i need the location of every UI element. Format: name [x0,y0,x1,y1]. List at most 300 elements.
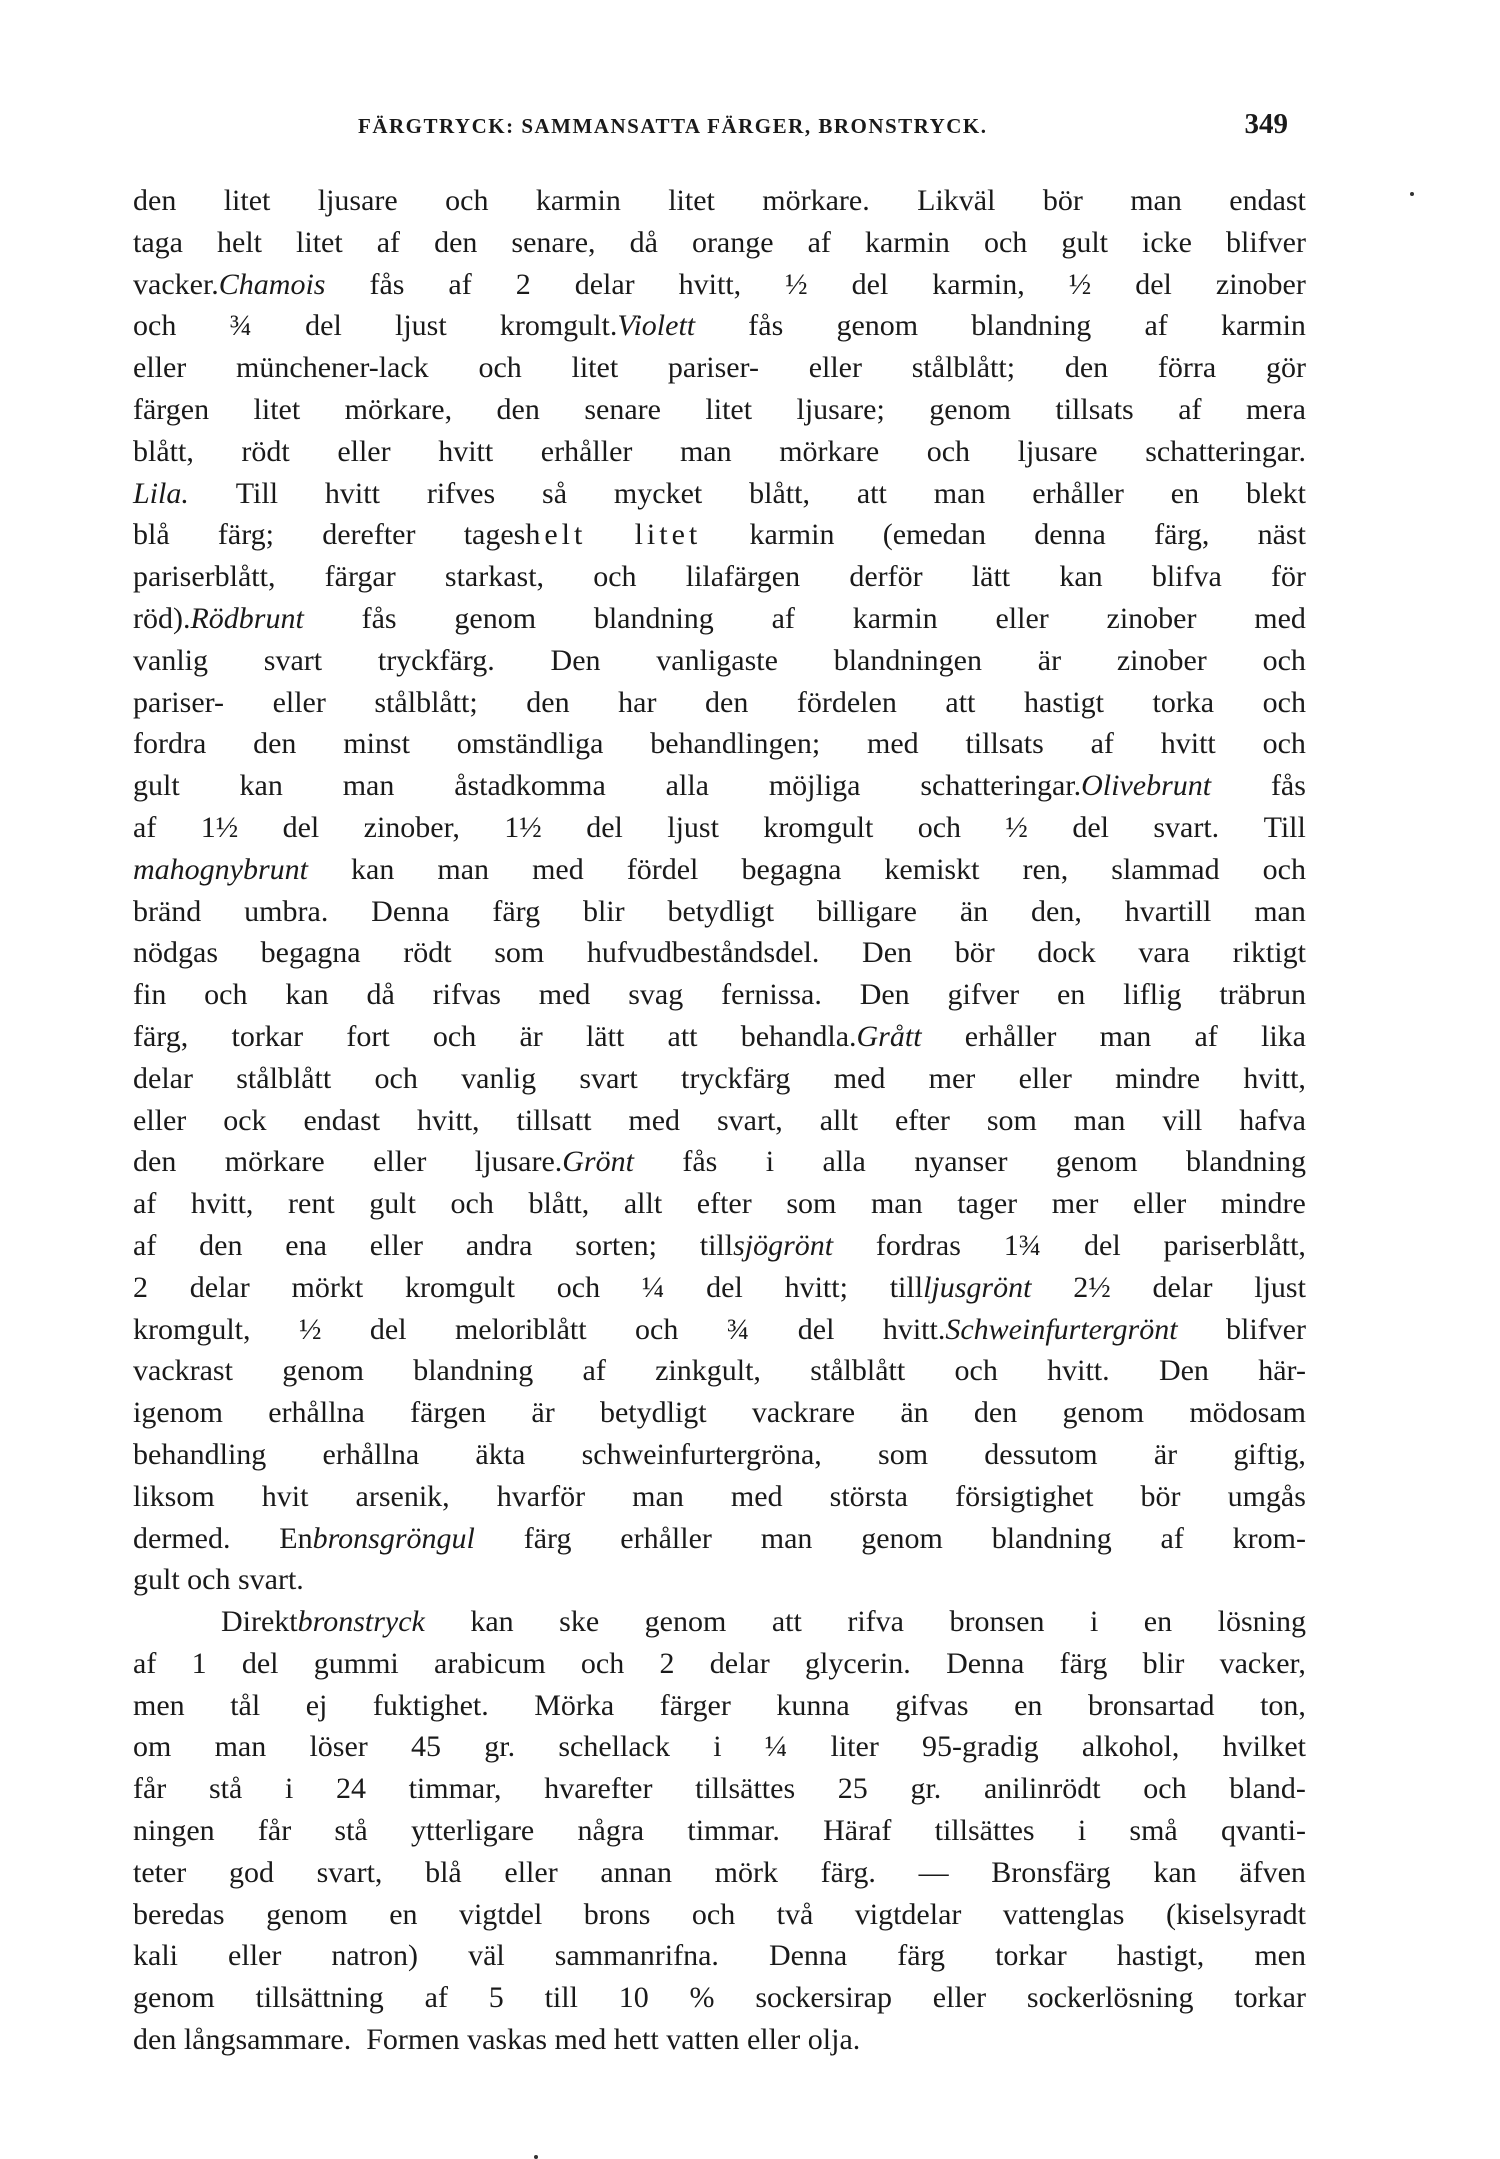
word [133,1935,178,1977]
word [133,222,183,264]
word-part: kali [133,1939,178,1973]
word-part: % [689,1981,715,2015]
word-part: och [983,225,1028,259]
word-part: billigare [817,894,917,928]
word-part: 2½ [1073,1270,1111,1304]
word-part: den [253,727,297,761]
word [860,974,910,1016]
word [890,1267,1032,1309]
word-part: alla [822,1145,866,1179]
word [228,1935,281,1977]
word-part: schellack [558,1730,670,1764]
word-part: eller [504,1855,558,1889]
word [244,891,328,933]
word-part: och [926,434,971,468]
word-part: efter [894,1103,950,1137]
word [1065,347,1108,389]
word [995,1935,1067,1977]
word [221,1601,425,1643]
text-line [133,974,1306,1016]
word-part: fås [748,309,784,343]
word-part: litet [223,184,271,217]
word-part: sjögrönt [733,1228,834,1262]
word [303,1100,380,1142]
word [201,807,239,849]
word [1166,1894,1306,1936]
word [865,222,950,264]
word-part: genom [929,392,1011,426]
text-line [133,431,1306,473]
word-part: i [1089,1605,1099,1639]
word-part: blå [133,518,170,552]
word-part: begagna [260,936,361,970]
word [204,974,247,1016]
word [731,1476,783,1518]
word [680,431,732,473]
word [133,1183,156,1225]
word-part: hvilket [1222,1730,1306,1764]
word-part: än [900,1396,929,1430]
word [655,1350,761,1392]
word [710,1643,770,1685]
word [218,514,274,556]
word-part: åstadkomma [454,769,606,803]
word [279,1518,475,1560]
word [1091,723,1114,765]
word-part: af [133,1187,157,1221]
word [1158,347,1216,389]
text-line [133,1476,1306,1518]
word-part: den [973,1396,1018,1430]
word [1218,1601,1306,1643]
word-part: eller [133,351,187,385]
word-part: fördelen [796,685,897,719]
word-part: med [538,978,591,1012]
word [817,891,917,933]
word-part: bronstryck [297,1605,425,1639]
word [345,389,452,431]
word [785,264,808,306]
word [262,1476,309,1518]
word [1060,1643,1108,1685]
word [544,1768,652,1810]
word [945,682,975,724]
word-part: hastigt, [1116,1939,1205,1973]
word-part: dessutom [984,1437,1098,1471]
word-part: mera [1245,392,1306,426]
word [836,305,918,347]
word [797,682,897,724]
word [1234,1977,1306,2019]
word [395,305,447,347]
word-part: hvitt. [1047,1354,1110,1388]
word-part: Den [1158,1354,1209,1388]
word [992,1518,1112,1560]
word-part: hvarför [496,1479,586,1513]
word-part: röd). [133,601,191,635]
word-part: färg [897,1939,946,1973]
word [823,1810,891,1852]
word-part: ½ [1068,267,1092,301]
word-part: ena [285,1228,327,1262]
word [133,891,201,933]
word-part: zinkgult, [655,1354,761,1388]
word-part: den [199,1228,243,1262]
text-line [133,305,1306,347]
word [1061,222,1108,264]
word [1144,305,1167,347]
word-part: försigtighet [955,1479,1094,1513]
word-part: af [1144,309,1168,343]
word [377,222,400,264]
word [528,1183,589,1225]
word-part: man [1130,184,1182,217]
word [861,1518,943,1560]
word [614,473,702,515]
word [808,222,831,264]
word [516,264,531,306]
word [133,849,308,891]
word-part: fås [682,1145,718,1179]
word-part: tillsättes [934,1814,1035,1848]
word [378,640,495,682]
word [133,974,166,1016]
text-line [133,1810,1306,1852]
word-part: delar [574,267,635,301]
word [133,932,218,974]
word-part: blifva [1151,560,1222,594]
word [558,1726,670,1768]
word [1263,640,1306,682]
word [871,1183,923,1225]
word-part: gör [1265,351,1306,385]
word-part: schatteringar. [920,769,1082,803]
word-part: tillsatt [516,1103,592,1137]
word [559,1601,599,1643]
word [884,849,979,891]
word-part: fås [361,601,397,635]
word-part: då [629,225,658,259]
word-part: träbrun [1219,978,1306,1012]
word [445,180,488,222]
word [526,682,569,724]
word [987,1100,1037,1142]
word-part: af [1090,727,1114,761]
text-segment: den långsammare. Formen vaskas med hett vatten eller olja. [133,2023,861,2057]
word-part: kan [285,978,329,1012]
word [878,1434,928,1476]
word-part: minst [343,727,410,761]
word [133,1476,215,1518]
word-part: rifvas [432,978,501,1012]
word [322,514,415,556]
word-part: karmin, [932,267,1025,301]
word [1100,1016,1152,1058]
word [1003,1894,1125,1936]
word [305,305,342,347]
word [545,1977,578,2019]
word-part: liflig [1123,978,1182,1012]
word [230,1685,260,1727]
word [454,765,606,807]
word [209,1768,242,1810]
word [519,1016,542,1058]
word [296,222,343,264]
word-part: gifver [947,978,1020,1012]
word [1111,849,1219,891]
word [1221,1183,1306,1225]
word [454,598,536,640]
word [1229,1768,1306,1810]
word-part: derefter [322,518,416,552]
word-part: och [691,1897,736,1931]
word [834,640,982,682]
word [972,556,1010,598]
word [748,305,783,347]
text-line [133,1685,1306,1727]
text-line [133,765,1306,807]
word [133,1852,186,1894]
word-part: af [1194,1019,1218,1053]
word [584,389,661,431]
word-part: två [776,1897,814,1931]
word-part: schweinfurtergröna, [581,1437,822,1471]
word-part: gult [133,769,180,803]
word [1226,1309,1306,1351]
word-part: eller [808,351,862,385]
word-part: dock [1037,936,1096,970]
word [1073,1267,1111,1309]
word-part: kan [239,769,283,803]
word [532,849,584,891]
word [325,473,380,515]
word-part: zinober [1215,267,1306,301]
word-part: och [204,978,248,1012]
word [133,682,224,724]
word [645,1601,727,1643]
word [687,1810,780,1852]
word-part: alkohol, [1081,1730,1180,1764]
word [337,431,390,473]
word [1019,1058,1072,1100]
word-part: litet [571,351,619,385]
word-part: bör [1042,184,1083,217]
word [1254,1267,1306,1309]
word [240,765,283,807]
word [371,891,449,933]
word-part: man [1099,1019,1152,1053]
word-part: pariserblått, [133,560,276,594]
word [991,1852,1110,1894]
word-part: eller [373,1145,427,1179]
text-line [133,473,1306,515]
word [713,1726,721,1768]
word-part: Olivebrunt [1081,769,1212,803]
word [516,1100,591,1142]
word-part: genom [1055,1145,1138,1179]
word-part: timmar, [408,1772,502,1806]
word [682,1141,717,1183]
word-part: vanlig [461,1061,537,1095]
word-part: ½ [785,267,808,301]
word [1138,932,1190,974]
word-part: betydligt [599,1396,707,1430]
word-part: ljusare [317,184,398,217]
word [427,473,495,515]
word-part: ½ [1005,810,1028,844]
word [133,1643,156,1685]
word-part: starkast, [444,560,545,594]
word [752,1392,855,1434]
word-part: karmin [1220,309,1306,343]
word-part: erhåller [964,1019,1057,1053]
word-part: dermed. [133,1521,231,1555]
word-part: slammad [1111,852,1220,886]
word-part: del [586,810,623,844]
word [1264,807,1306,849]
word-part: 24 [335,1772,366,1806]
word [914,1141,1007,1183]
text-line [133,1643,1306,1685]
word [769,1935,847,1977]
word-part: stålblått [810,1354,906,1388]
word [1057,974,1085,1016]
word [133,1100,186,1142]
word [821,1852,876,1894]
word-part: hvitt, [678,267,742,301]
word-part: och [1262,685,1306,719]
body-text [133,180,1306,2061]
word-part: eller [337,434,391,468]
word-part: mahognybrunt [133,852,308,886]
word [531,1392,554,1434]
page-number: 349 [1244,108,1288,140]
word [1154,514,1209,556]
word [1258,1350,1306,1392]
word [667,891,774,933]
word [1004,1225,1042,1267]
word [949,1601,1044,1643]
word-part: af [133,810,157,844]
word-part: zinober, [363,810,460,844]
word-part: sockersirap [755,1981,892,2015]
word-part: färger [659,1688,731,1722]
word-part: hvit [261,1479,309,1513]
word-part: del [1072,810,1109,844]
word-part: qvanti- [1220,1814,1306,1848]
text-line [133,1392,1306,1434]
word-part: löser [309,1730,368,1764]
word [1047,1350,1110,1392]
word-part: tages [463,518,526,552]
word-part: som [786,1187,837,1221]
word-part: Den [550,643,601,677]
word-part: svart. [1153,810,1220,844]
word [484,1726,515,1768]
word-part: med [730,1479,783,1513]
word [587,932,819,974]
word [1145,431,1306,473]
word-part: färg [492,894,541,928]
word-part: att [856,476,887,510]
word-part: man [760,1521,813,1555]
word [1129,1810,1177,1852]
word [820,1100,858,1142]
word-part: fordras [875,1228,961,1262]
word [1084,1225,1121,1267]
word-part: Till [235,476,279,510]
word [666,765,709,807]
word-part: och [954,1354,998,1388]
word [1154,1434,1177,1476]
word [504,1852,557,1894]
word-part: blifver [1226,1312,1306,1346]
word-part: eller [369,1228,424,1262]
word-part: Den [859,978,910,1012]
word [1038,640,1061,682]
word-part: den [496,392,540,426]
word-part: stålblått [236,1061,332,1095]
word [668,180,715,222]
word [133,807,156,849]
word-part: rifva [847,1605,904,1639]
word [627,849,699,891]
word-part: hvitt [324,476,380,510]
word-part: näst [1257,518,1306,552]
word [133,1685,185,1727]
word [809,347,862,389]
word [133,765,180,807]
word [285,1225,327,1267]
word-part: ytterligare [410,1814,535,1848]
word-part: vara [1138,936,1190,970]
word [717,1100,783,1142]
word [1219,974,1306,1016]
word [971,305,1091,347]
word [935,1810,1035,1852]
word-part: begagna [741,852,842,886]
word-part: att [945,685,976,719]
word-part: fort [346,1019,390,1053]
word [1239,1852,1306,1894]
word-part: kromgult. [499,309,618,343]
word [1056,1141,1138,1183]
word-part: blandning [971,309,1092,343]
word-part: Grått [856,1019,922,1053]
word [1246,389,1306,431]
text-line [133,1935,1306,1977]
word-part: blir [1142,1646,1185,1680]
word-part: äfven [1239,1855,1306,1889]
word-part: efter [696,1187,752,1221]
word [600,1852,672,1894]
word-part: och [1143,1772,1187,1806]
word-part: münchener-lack [236,351,429,385]
text-line [133,1977,1306,2019]
word [534,1685,614,1727]
word [855,1894,962,1936]
word-part: torkar [1234,1981,1306,2015]
word-part: tillsättes [695,1772,796,1806]
word-part: man [679,434,732,468]
word [366,974,394,1016]
word-part: här- [1258,1354,1306,1388]
word [283,807,320,849]
word [1034,514,1106,556]
word [555,1935,719,1977]
word-part: 45 [411,1730,442,1764]
word [343,723,410,765]
